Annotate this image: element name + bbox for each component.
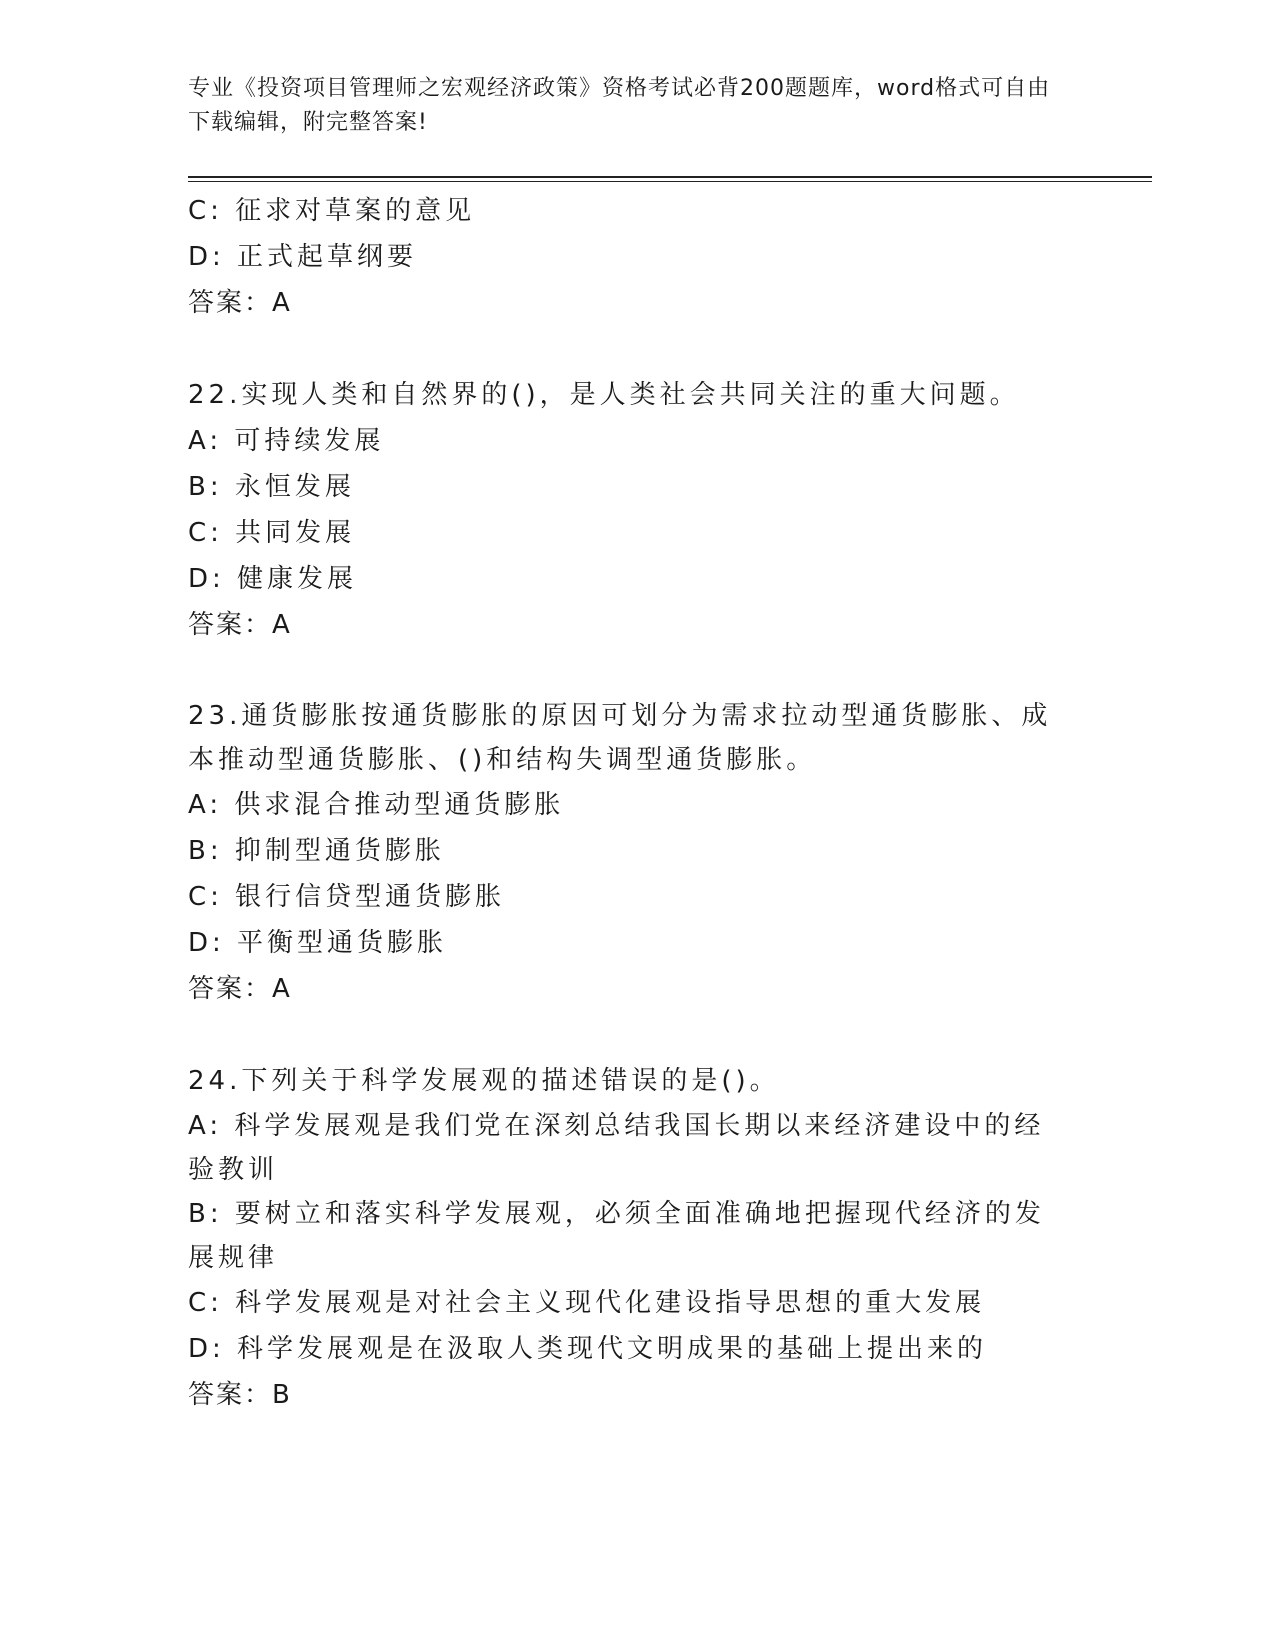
- answer: 答案：A: [188, 288, 292, 318]
- option-b: B: 抑制型通货膨胀: [188, 836, 445, 866]
- question-stem: 22.实现人类和自然界的()，是人类社会共同关注的重大问题。: [188, 380, 1020, 410]
- answer: 答案：B: [188, 1380, 292, 1410]
- option-d: D: 健康发展: [188, 564, 358, 594]
- header-divider-thick: [188, 176, 1152, 178]
- question-list: [188, 188, 1068, 1418]
- option-d: D: 科学发展观是在汲取人类现代文明成果的基础上提出来的: [188, 1334, 988, 1364]
- question-21-tail: [188, 188, 1068, 326]
- option-b: B: 永恒发展: [188, 472, 355, 502]
- option-a: A: 可持续发展: [188, 426, 385, 456]
- header-divider-thin: [188, 181, 1152, 182]
- option-c: C: 银行信贷型通货膨胀: [188, 882, 506, 912]
- spacer: [188, 648, 1068, 694]
- option-a: A: 科学发展观是我们党在深刻总结我国长期以来经济建设中的经验教训: [188, 1111, 1045, 1185]
- spacer: [188, 326, 1068, 372]
- option-d: D: 平衡型通货膨胀: [188, 928, 448, 958]
- option-c: C: 共同发展: [188, 518, 356, 548]
- option-c: C: 征求对草案的意见: [188, 196, 476, 226]
- answer: 答案：A: [188, 610, 292, 640]
- question-24: [188, 1058, 1068, 1418]
- question-stem: 24.下列关于科学发展观的描述错误的是()。: [188, 1066, 780, 1096]
- option-a: A: 供求混合推动型通货膨胀: [188, 790, 565, 820]
- question-stem: 23.通货膨胀按通货膨胀的原因可划分为需求拉动型通货膨胀、成本推动型通货膨胀、()和结构失调型通货膨胀。: [188, 701, 1052, 775]
- spacer: [188, 1012, 1068, 1058]
- option-c: C: 科学发展观是对社会主义现代化建设指导思想的重大发展: [188, 1288, 986, 1318]
- option-d: D: 正式起草纲要: [188, 242, 418, 272]
- option-b: B: 要树立和落实科学发展观，必须全面准确地把握现代经济的发展规律: [188, 1199, 1045, 1273]
- question-22: [188, 372, 1068, 648]
- question-23: [188, 694, 1068, 1012]
- document-header: 专业《投资项目管理师之宏观经济政策》资格考试必背200题题库，word格式可自由下载编辑，附完整答案!: [188, 76, 1051, 135]
- answer: 答案：A: [188, 974, 292, 1004]
